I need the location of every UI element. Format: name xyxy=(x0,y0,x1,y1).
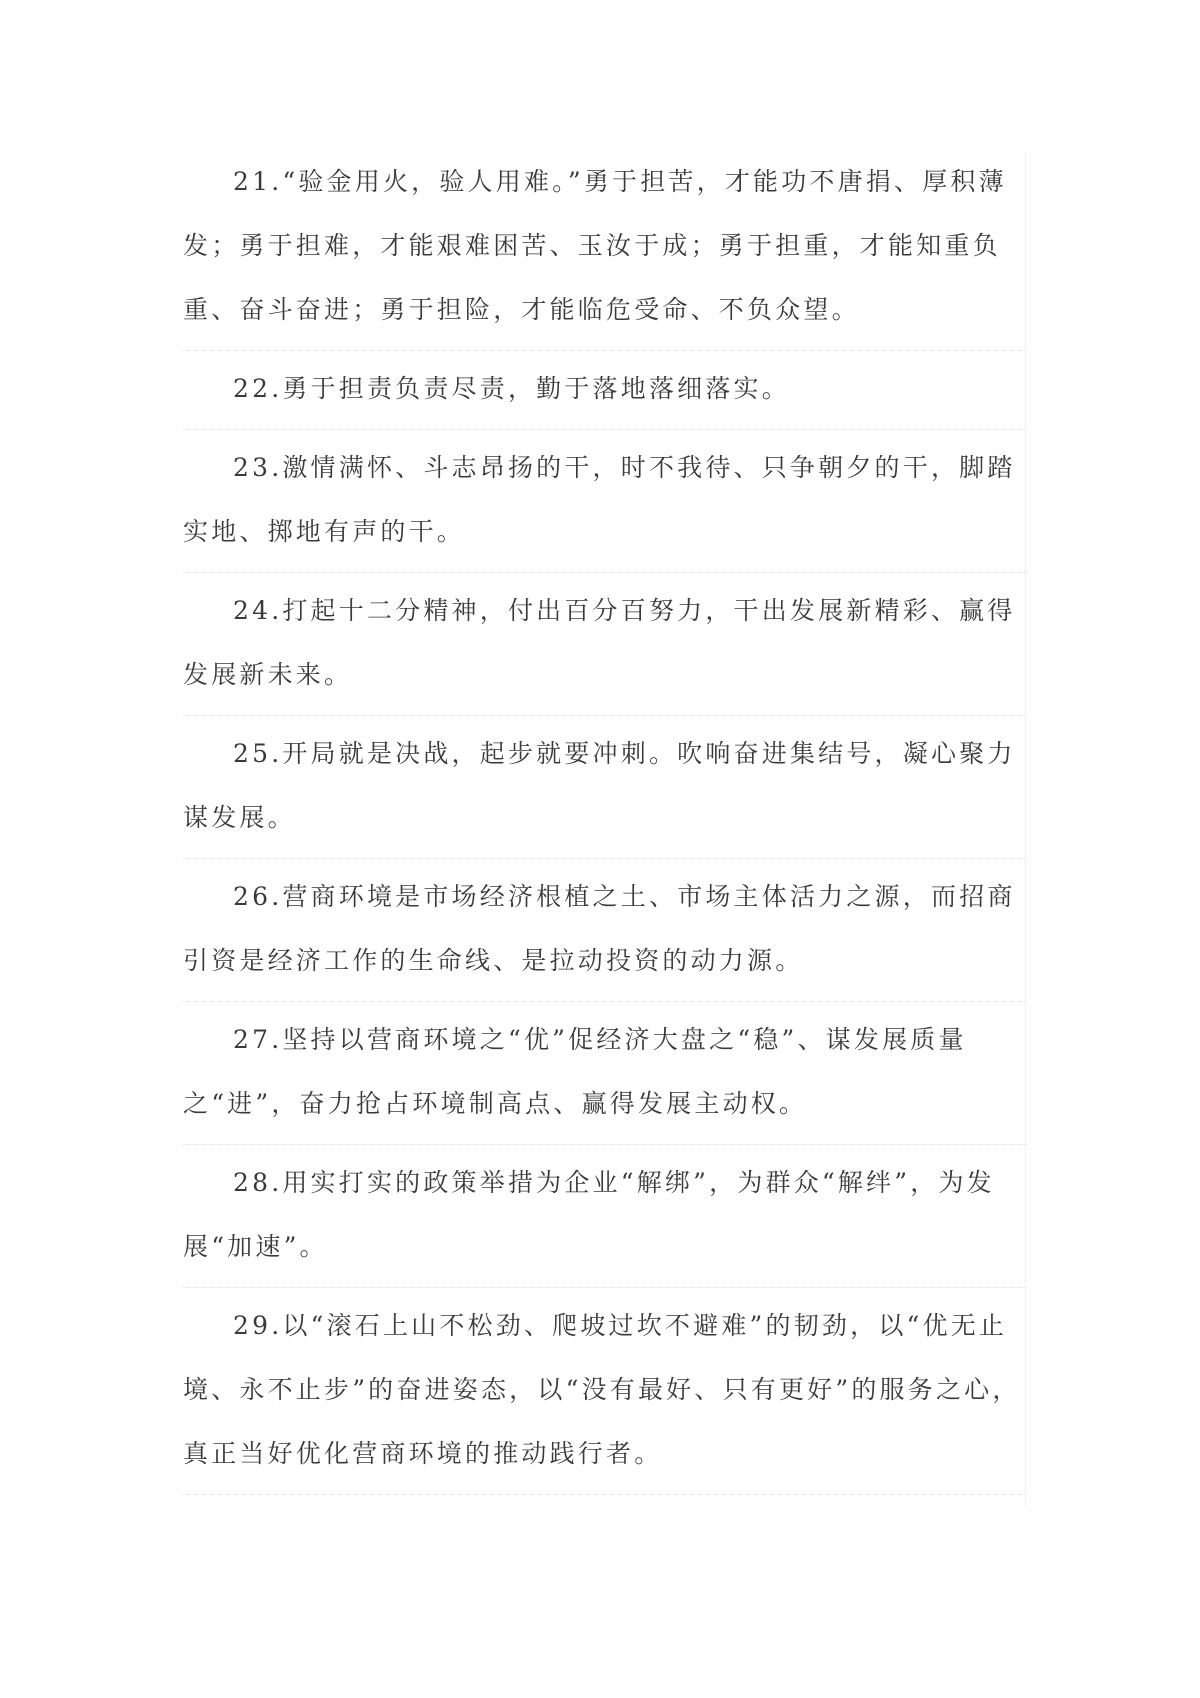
paragraph-21: 21.“验金用火，验人用难。”勇于担苦，才能功不唐捐、厚积薄发；勇于担难，才能艰难困苦、玉汝于成；勇于担重，才能知重负重、奋斗奋进；勇于担险，才能临危受命、不负众望。 xyxy=(183,150,1025,351)
paragraph-24: 24.打起十二分精神，付出百分百努力，干出发展新精彩、赢得发展新未来。 xyxy=(183,573,1025,716)
paragraph-23: 23.激情满怀、斗志昂扬的干，时不我待、只争朝夕的干，脚踏实地、掷地有声的干。 xyxy=(183,430,1025,573)
paragraph-29: 29.以“滚石上山不松劲、爬坡过坎不避难”的韧劲，以“优无止境、永不止步”的奋进姿态，以“没有最好、只有更好”的服务之心，真正当好优化营商环境的推动践行者。 xyxy=(183,1288,1025,1495)
paragraph-22: 22.勇于担责负责尽责，勤于落地落细落实。 xyxy=(183,351,1025,430)
paragraph-26: 26.营商环境是市场经济根植之土、市场主体活力之源，而招商引资是经济工作的生命线、是拉动投资的动力源。 xyxy=(183,859,1025,1002)
paragraph-28: 28.用实打实的政策举措为企业“解绑”，为群众“解绊”，为发展“加速”。 xyxy=(183,1145,1025,1288)
paragraph-27: 27.坚持以营商环境之“优”促经济大盘之“稳”、谋发展质量之“进”，奋力抢占环境制高点、赢得发展主动权。 xyxy=(183,1002,1025,1145)
paragraph-25: 25.开局就是决战，起步就要冲刺。吹响奋进集结号，凝心聚力谋发展。 xyxy=(183,716,1025,859)
document-body xyxy=(183,150,1026,1507)
